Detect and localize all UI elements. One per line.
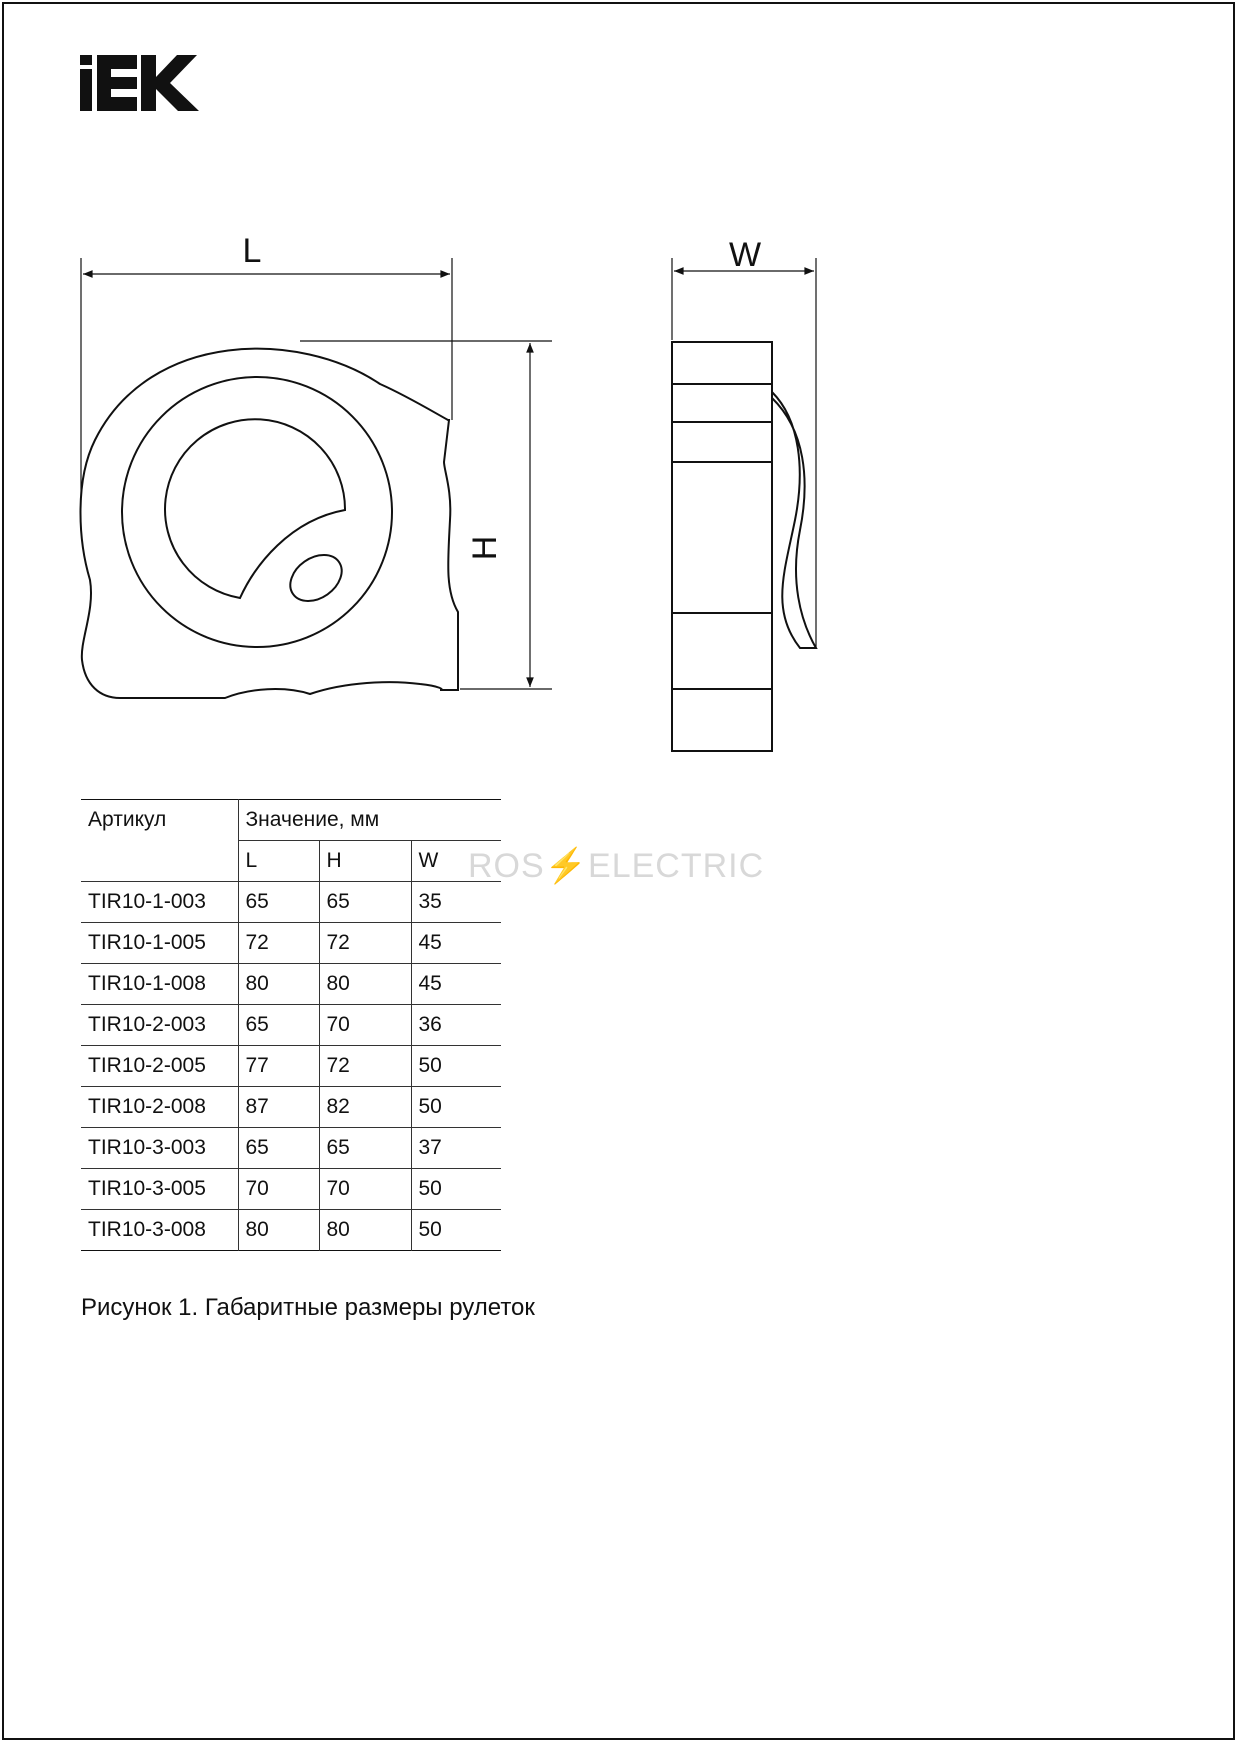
cell-article: TIR10-1-005 [88, 931, 206, 954]
cell-l: 80 [238, 1210, 319, 1251]
table-header-row [81, 800, 501, 841]
cell-l: 65 [238, 1005, 319, 1046]
subheader-w: W [411, 841, 501, 882]
cell-w: 45 [411, 964, 501, 1005]
subheader-h: H [319, 841, 411, 882]
cell-h: 70 [319, 1169, 411, 1210]
cell-article: TIR10-1-008 [88, 972, 206, 995]
cell-w: 50 [411, 1169, 501, 1210]
cell-article: TIR10-3-005 [88, 1177, 206, 1200]
table-row [81, 1087, 501, 1128]
cell-h: 70 [319, 1005, 411, 1046]
watermark-right: ELECTRIC [588, 847, 765, 885]
table-row [81, 882, 501, 923]
cell-l: 80 [238, 964, 319, 1005]
cell-article: TIR10-1-003 [88, 890, 206, 913]
table-row [81, 1210, 501, 1251]
front-view [80, 349, 458, 698]
cell-article: TIR10-2-008 [88, 1095, 206, 1118]
cell-l: 77 [238, 1046, 319, 1087]
table-row [81, 1169, 501, 1210]
cell-l: 70 [238, 1169, 319, 1210]
cell-l: 65 [238, 1128, 319, 1169]
cell-w: 37 [411, 1128, 501, 1169]
cell-h: 65 [319, 1128, 411, 1169]
cell-w: 50 [411, 1046, 501, 1087]
figure-caption: Рисунок 1. Габаритные размеры рулеток [81, 1294, 535, 1321]
table-row [81, 1046, 501, 1087]
cell-w: 50 [411, 1087, 501, 1128]
table-row [81, 923, 501, 964]
cell-w: 45 [411, 923, 501, 964]
label-l: L [242, 232, 262, 270]
cell-h: 80 [319, 1210, 411, 1251]
dimension-l [81, 258, 452, 500]
watermark-left: ROS [468, 847, 545, 885]
subheader-l: L [238, 841, 319, 882]
cell-article: TIR10-3-008 [88, 1218, 206, 1241]
cell-w: 50 [411, 1210, 501, 1251]
dimension-drawing [0, 0, 1239, 800]
cell-l: 65 [238, 882, 319, 923]
cell-h: 65 [319, 882, 411, 923]
cell-w: 35 [411, 882, 501, 923]
label-h: H [466, 535, 504, 561]
table-row [81, 964, 501, 1005]
label-w: W [728, 236, 762, 274]
header-article: Артикул [88, 808, 167, 831]
cell-w: 36 [411, 1005, 501, 1046]
cell-h: 72 [319, 1046, 411, 1087]
watermark [468, 846, 764, 886]
cell-l: 72 [238, 923, 319, 964]
table-row [81, 1128, 501, 1169]
cell-h: 82 [319, 1087, 411, 1128]
cell-article: TIR10-3-003 [88, 1136, 206, 1159]
cell-h: 80 [319, 964, 411, 1005]
cell-l: 87 [238, 1087, 319, 1128]
dimension-h [300, 341, 552, 689]
cell-article: TIR10-2-005 [88, 1054, 206, 1077]
cell-h: 72 [319, 923, 411, 964]
header-value: Значение, мм [238, 800, 501, 841]
table-row [81, 1005, 501, 1046]
dimensions-table [81, 799, 501, 1251]
bolt-icon: ⚡ [544, 847, 589, 885]
cell-article: TIR10-2-003 [88, 1013, 206, 1036]
side-view [672, 342, 816, 751]
dimension-w [672, 258, 816, 648]
